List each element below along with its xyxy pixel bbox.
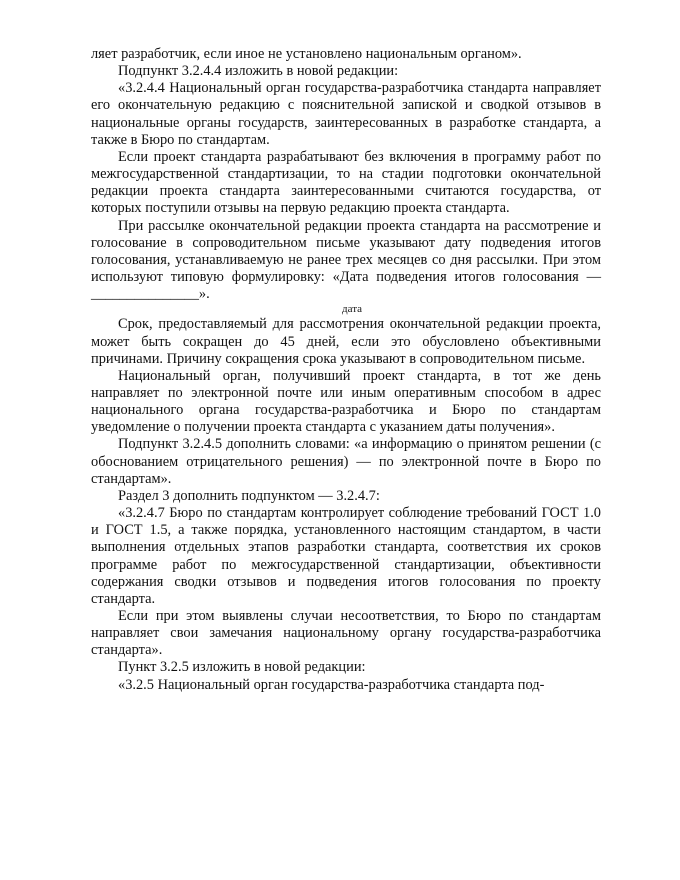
paragraph-continuation: ляет разработчик, если иное не установлено национальным органом».: [91, 46, 522, 62]
paragraph-instruction-3245: Подпункт 3.2.4.5 дополнить словами: «а информацию о принятом решении (с обоснованием отрицательного решения) — по электронной почте в Бюро по стандартам».: [91, 436, 601, 487]
paragraph-325-text: «3.2.5 Национальный орган государства-разработчика стандарта под-: [118, 676, 545, 693]
paragraph-without-program: Если проект стандарта разрабатывают без включения в программу работ по межгосударственной стандартизации, то на стадии подготовки окончательной редакции проекта стандарта заинтересованными считаются государства, от которых поступили отзывы на первую редакцию проекта стандарта.: [91, 148, 601, 217]
paragraph-3244-text: «3.2.4.4 Национальный орган государства-разработчика стандарта направляет его окончательную редакцию с пояснительной запиской и сводкой отзывов в национальные органы государств, заинтересованных в разработке стандарта, а также в Бюро по стандартам.: [91, 80, 601, 148]
document-page: [91, 46, 601, 694]
paragraph-nonconformity: Если при этом выявлены случаи несоответствия, то Бюро по стандартам направляет свои замечания национальному органу государства-разработчика стандарта».: [91, 608, 601, 659]
paragraph-voting-date: При рассылке окончательной редакции проекта стандарта на рассмотрение и голосование в сопроводительном письме указывают дату подведения итогов голосования, устанавливаемую не ранее трех месяцев со дня рассылки. При этом используют типовую формулировку: «Дата подведения итогов голосования — _______________».: [91, 217, 601, 303]
paragraph-instruction-3244: Подпункт 3.2.4.4 изложить в новой редакции:: [118, 63, 399, 80]
paragraph-instruction-325: Пункт 3.2.5 изложить в новой редакции:: [118, 659, 366, 676]
paragraph-review-term: Срок, предоставляемый для рассмотрения окончательной редакции проекта, может быть сокращен до 45 дней, если это обусловлено объективными причинами. Причину сокращения срока указывают в сопроводительном письме.: [91, 316, 601, 367]
paragraph-section-3-addition: Раздел 3 дополнить подпунктом — 3.2.4.7:: [118, 487, 380, 504]
date-caption: дата: [342, 303, 363, 316]
paragraph-3247-text: «3.2.4.7 Бюро по стандартам контролирует соблюдение требований ГОСТ 1.0 и ГОСТ 1.5, а также порядка, установленного настоящим стандартом, в части выполнения отдельных этапов разработки стандарта, соответствия их сроков программе работ по межгосударственной стандартизации, объективности содержания сводки отзывов и подведения итогов голосования по проекту стандарта.: [91, 505, 601, 607]
paragraph-notification: Национальный орган, получивший проект стандарта, в тот же день направляет по электронной почте или иным оперативным способом в адрес национального органа государства-разработчика и Бюро по стандартам уведомление о получении проекта стандарта с указанием даты получения».: [91, 367, 601, 436]
